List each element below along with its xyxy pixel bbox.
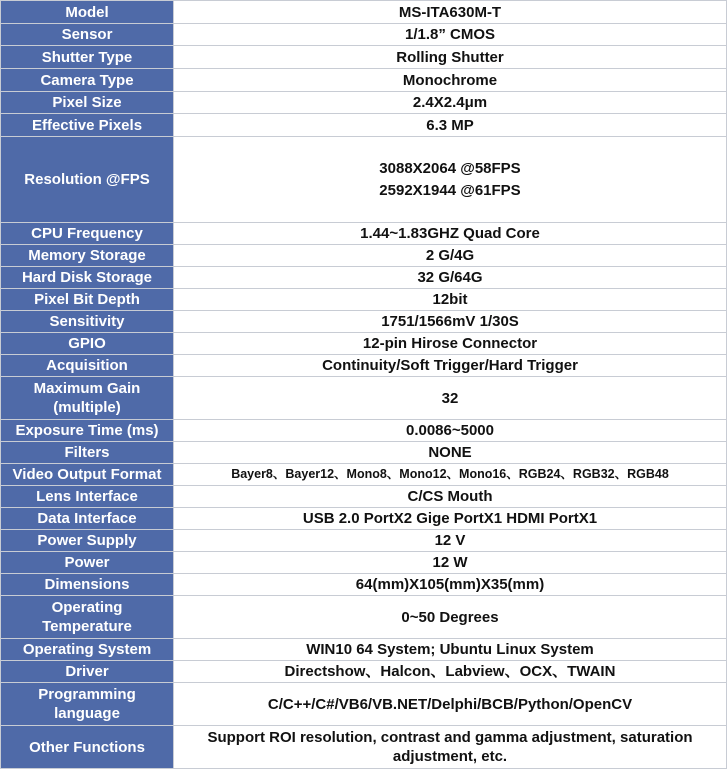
row-value: WIN10 64 System; Ubuntu Linux System (174, 639, 727, 661)
row-value: 0~50 Degrees (174, 596, 727, 639)
row-label-line: Temperature (42, 618, 132, 635)
table-row (1, 333, 727, 355)
row-value: Rolling Shutter (174, 46, 727, 69)
table-row (1, 289, 727, 311)
table-row (1, 377, 727, 420)
table-row (1, 596, 727, 639)
row-label: Memory Storage (1, 245, 174, 267)
row-value: 32 (174, 377, 727, 420)
row-label: Sensitivity (1, 311, 174, 333)
row-label: Model (1, 1, 174, 24)
row-label: Operating System (1, 639, 174, 661)
table-row (1, 114, 727, 137)
table-row (1, 420, 727, 442)
row-label: Data Interface (1, 508, 174, 530)
row-label (1, 683, 174, 726)
row-label: Power (1, 552, 174, 574)
row-label: Driver (1, 661, 174, 683)
row-value (174, 726, 727, 769)
row-value: C/CS Mouth (174, 486, 727, 508)
row-value-line: 3088X2064 @58FPS (379, 159, 521, 177)
table-row (1, 726, 727, 769)
table-row (1, 137, 727, 223)
row-label (1, 377, 174, 420)
table-row (1, 1, 727, 24)
table-row (1, 661, 727, 683)
row-value: 2 G/4G (174, 245, 727, 267)
row-value: 1751/1566mV 1/30S (174, 311, 727, 333)
row-label-line: Programming (38, 686, 136, 703)
table-row (1, 46, 727, 69)
table-row (1, 486, 727, 508)
row-label-line: Operating (51, 599, 123, 616)
row-label: Power Supply (1, 530, 174, 552)
row-value: 12 W (174, 552, 727, 574)
row-value-line: 2592X1944 @61FPS (379, 181, 521, 199)
table-row (1, 683, 727, 726)
table-row (1, 508, 727, 530)
row-label-line: Maximum Gain (33, 380, 141, 397)
row-label: Pixel Size (1, 92, 174, 114)
row-label (1, 596, 174, 639)
row-value: 0.0086~5000 (174, 420, 727, 442)
table-row (1, 24, 727, 46)
row-label: Resolution @FPS (1, 137, 174, 223)
row-value: 1/1.8” CMOS (174, 24, 727, 46)
row-value: 12bit (174, 289, 727, 311)
table-row (1, 530, 727, 552)
row-label: CPU Frequency (1, 223, 174, 245)
row-label: Effective Pixels (1, 114, 174, 137)
row-value: 1.44~1.83GHZ Quad Core (174, 223, 727, 245)
row-label: Sensor (1, 24, 174, 46)
row-value: MS-ITA630M-T (174, 1, 727, 24)
row-label: Shutter Type (1, 46, 174, 69)
row-value: 64(mm)X105(mm)X35(mm) (174, 574, 727, 596)
table-row (1, 92, 727, 114)
row-label: Hard Disk Storage (1, 267, 174, 289)
table-row (1, 574, 727, 596)
row-value: Directshow、Halcon、Labview、OCX、TWAIN (174, 661, 727, 683)
row-value: Bayer8、Bayer12、Mono8、Mono12、Mono16、RGB24、RGB32、RGB48 (174, 464, 727, 486)
table-row (1, 223, 727, 245)
row-label-line: language (54, 705, 120, 722)
row-value: 6.3 MP (174, 114, 727, 137)
table-row (1, 442, 727, 464)
row-value: 2.4X2.4μm (174, 92, 727, 114)
row-label: Other Functions (1, 726, 174, 769)
table-row (1, 639, 727, 661)
row-value: C/C++/C#/VB6/VB.NET/Delphi/BCB/Python/OpenCV (174, 683, 727, 726)
row-label: Camera Type (1, 69, 174, 92)
row-value: 32 G/64G (174, 267, 727, 289)
row-label: GPIO (1, 333, 174, 355)
row-value: Continuity/Soft Trigger/Hard Trigger (174, 355, 727, 377)
row-value: 12-pin Hirose Connector (174, 333, 727, 355)
row-label: Lens Interface (1, 486, 174, 508)
row-value: NONE (174, 442, 727, 464)
table-row (1, 464, 727, 486)
row-value (174, 137, 727, 223)
row-label: Filters (1, 442, 174, 464)
row-label: Dimensions (1, 574, 174, 596)
row-label: Exposure Time (ms) (1, 420, 174, 442)
row-value: 12 V (174, 530, 727, 552)
table-row (1, 267, 727, 289)
row-label: Acquisition (1, 355, 174, 377)
table-row (1, 245, 727, 267)
row-label: Video Output Format (1, 464, 174, 486)
row-value-line: adjustment, etc. (392, 748, 508, 765)
table-row (1, 355, 727, 377)
row-value: USB 2.0 PortX2 Gige PortX1 HDMI PortX1 (174, 508, 727, 530)
table-row (1, 311, 727, 333)
row-value-line: Support ROI resolution, contrast and gamma adjustment, saturation (207, 729, 693, 746)
row-label: Pixel Bit Depth (1, 289, 174, 311)
table-row (1, 69, 727, 92)
row-label-line: (multiple) (53, 399, 121, 416)
row-value: Monochrome (174, 69, 727, 92)
table-row (1, 552, 727, 574)
